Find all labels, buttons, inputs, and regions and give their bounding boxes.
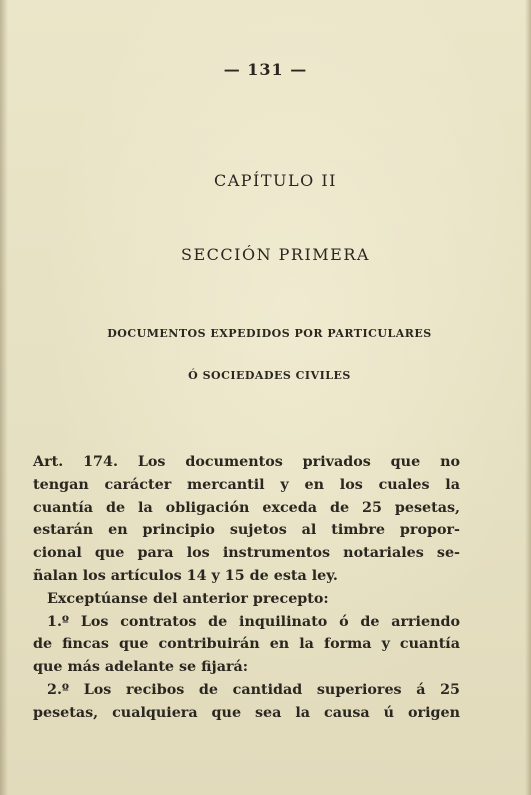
body-line: de fincas que contribuirán en la forma y cuantía (33, 636, 460, 653)
body-line: que más adelante se fijará: (33, 659, 249, 676)
page-number: — 131 — (223, 60, 308, 79)
body-line: ñalan los artículos 14 y 15 de esta ley. (33, 567, 338, 584)
body-line: cional que para los instrumentos notariales se- (33, 545, 460, 562)
body-line: cuantía de la obligación exceda de 25 pesetas, (33, 499, 460, 516)
body-line: Exceptúanse del anterior precepto: (47, 590, 329, 607)
subheading-documents: DOCUMENTOS EXPEDIDOS POR PARTICULARES (107, 327, 432, 340)
body-line: 2.º Los recibos de cantidad superiores á 25 (47, 681, 460, 698)
section-heading: SECCIÓN PRIMERA (181, 245, 370, 264)
page-edge-left (0, 0, 8, 795)
subheading-societies: Ó SOCIEDADES CIVILES (188, 369, 351, 382)
page-edge-right (525, 0, 531, 795)
body-line: Art. 174. Los documentos privados que no (33, 454, 460, 470)
body-line: tengan carácter mercantil y en los cuales la (33, 476, 460, 493)
chapter-heading: CAPÍTULO II (213, 171, 337, 190)
body-line: estarán en principio sujetos al timbre propor- (33, 522, 460, 539)
article-body (33, 451, 460, 725)
body-line: pesetas, cualquiera que sea la causa ú origen (33, 704, 460, 721)
body-line: 1.º Los contratos de inquilinato ó de arriendo (47, 613, 460, 630)
